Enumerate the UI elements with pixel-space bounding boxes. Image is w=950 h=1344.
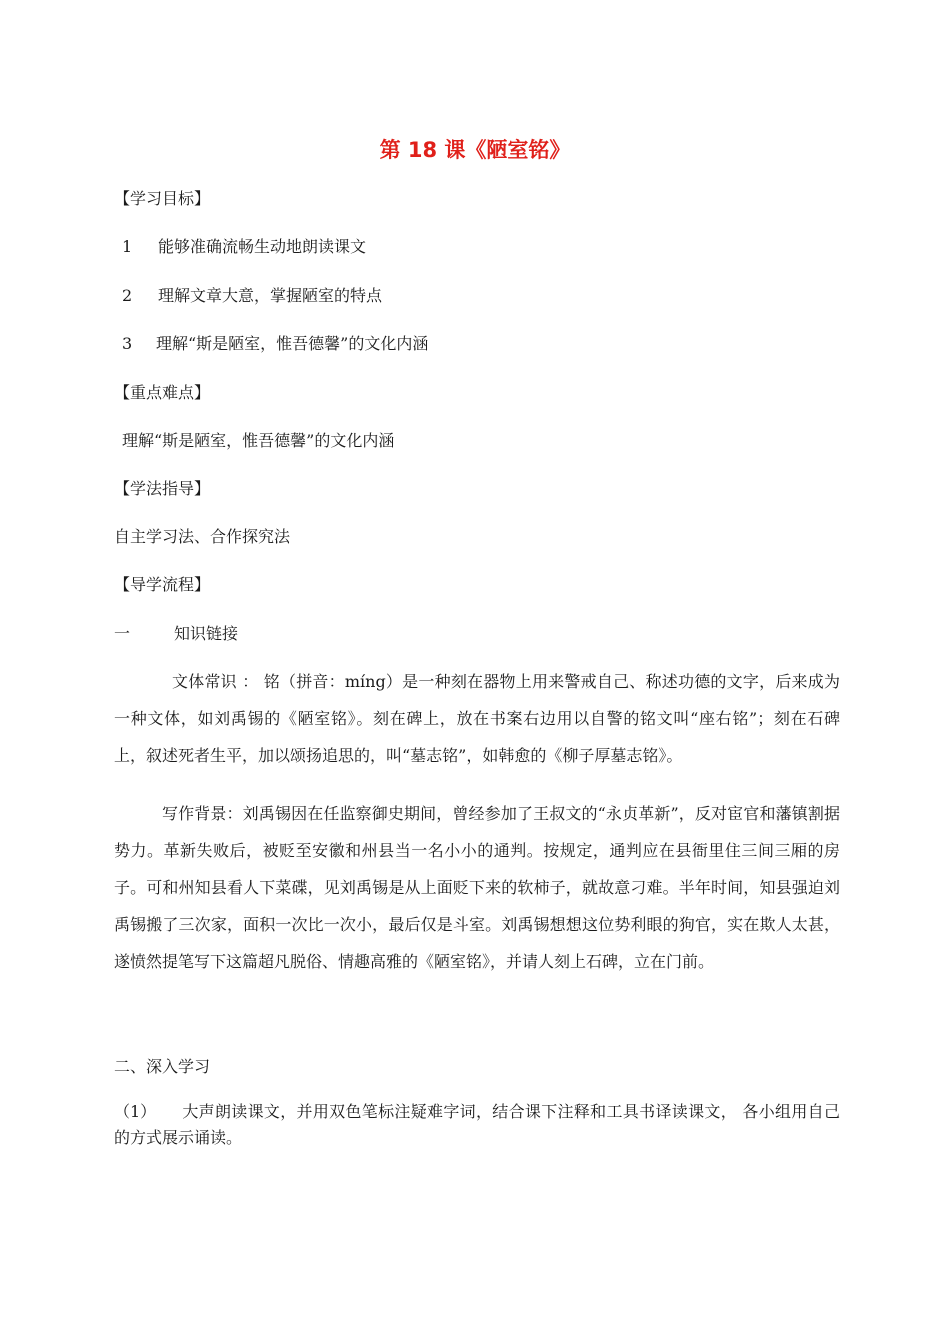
section1-title: 知识链接: [174, 624, 239, 643]
goal-item-1: [122, 236, 366, 258]
goal-item-3: [122, 333, 428, 355]
genre-paragraph: 文体常识 ： 铭（拼音：míng）是一种刻在器物上用来警戒自己、称述功德的文字，后来成为一种文体，如刘禹锡的《陋室铭》。刻在碑上，放在书案右边用以自警的铭文叫“座右铭”；刻在石碑上，叙述死者生平，加以颂扬追思的，叫“墓志铭”，如韩愈的《柳子厚墓志铭》。: [114, 672, 840, 765]
key-text: 理解“斯是陋室，惟吾德馨”的文化内涵: [122, 431, 395, 450]
key-heading: 【重点难点】: [114, 383, 211, 402]
step1-paragraph: [114, 1099, 840, 1151]
method-heading: 【学法指导】: [114, 479, 211, 498]
section1-heading: [114, 623, 238, 645]
step1-text: 大声朗读课文，并用双色笔标注疑难字词，结合课下注释和工具书译读课文， 各小组用自己的方式展示诵读。: [114, 1102, 840, 1147]
goal-text: 能够准确流畅生动地朗读课文: [158, 237, 367, 256]
flow-heading: 【导学流程】: [114, 575, 211, 594]
goal-number: 3: [122, 334, 133, 353]
goal-text: 理解“斯是陋室，惟吾德馨”的文化内涵: [156, 334, 429, 353]
goal-number: 2: [122, 286, 133, 305]
method-text: 自主学习法、合作探究法: [114, 527, 291, 546]
step1-number: （1）: [114, 1102, 157, 1121]
section2-heading: 二、深入学习: [114, 1057, 211, 1076]
goal-item-2: [122, 285, 382, 307]
lesson-title: 第 18 课《陋室铭》: [379, 138, 571, 162]
background-paragraph: 写作背景：刘禹锡因在任监察御史期间，曾经参加了王叔文的“永贞革新”，反对宦官和藩镇割据势力。革新失败后，被贬至安徽和州县当一名小小的通判。按规定，通判应在县衙里住三间三厢的房子。可和州知县看人下菜碟，见刘禹锡是从上面贬下来的软柿子，就故意刁难。半年时间，知县强迫刘禹锡搬了三次家，面积一次比一次小，最后仅是斗室。刘禹锡想想这位势利眼的狗官，实在欺人太甚，遂愤然提笔写下这篇超凡脱俗、情趣高雅的《陋室铭》，并请人刻上石碑，立在门前。: [114, 804, 840, 971]
goal-text: 理解文章大意，掌握陋室的特点: [158, 286, 383, 305]
goals-heading: 【学习目标】: [114, 189, 211, 208]
section1-number: 一: [114, 624, 131, 643]
goal-number: 1: [122, 237, 133, 256]
